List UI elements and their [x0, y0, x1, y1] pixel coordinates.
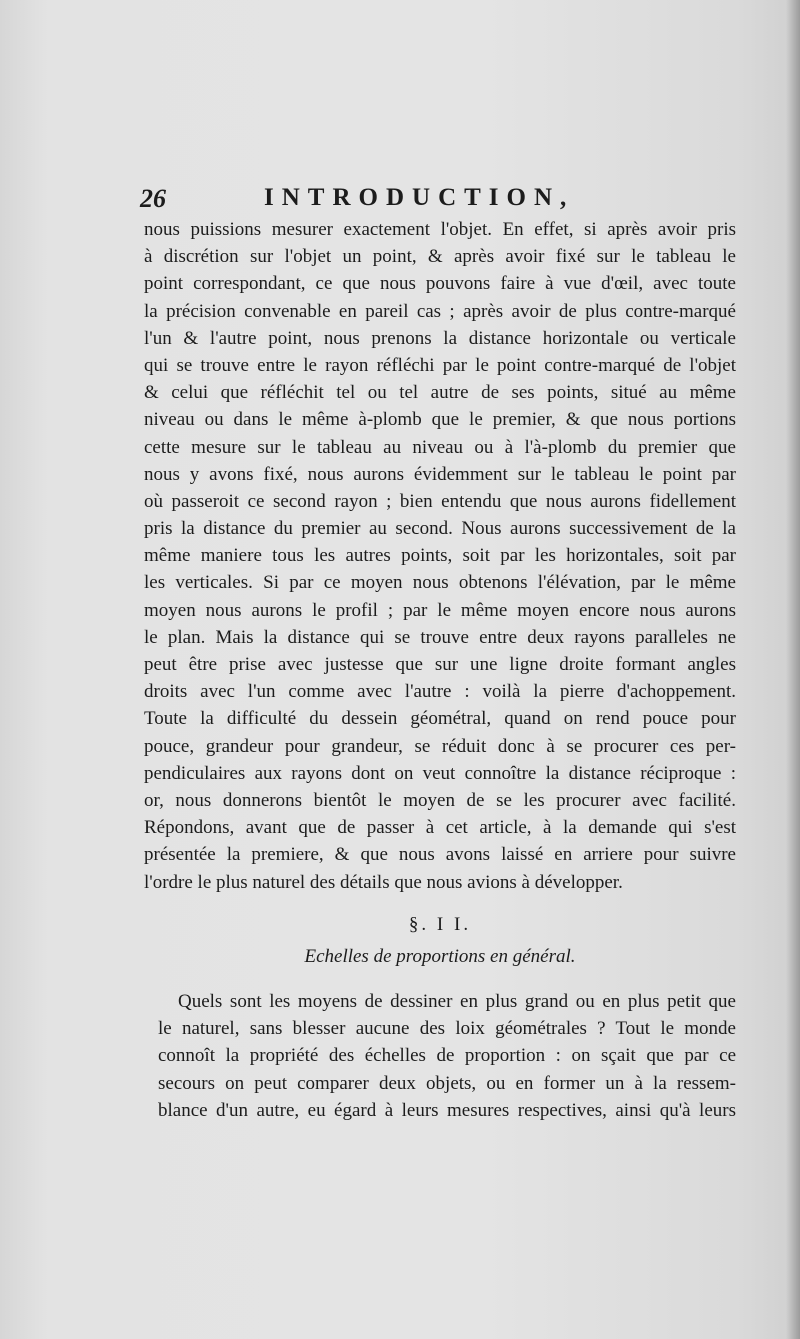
text-line: Répondons, avant que de passer à cet article, à la demande qui s'est — [144, 817, 736, 839]
text-line: connoît la propriété des échelles de proportion : on sçait que par ce — [158, 1045, 736, 1067]
text-line: niveau ou dans le même à-plomb que le premier, & que nous portions — [144, 409, 736, 431]
text-line: le plan. Mais la distance qui se trouve entre deux rayons paralleles ne — [144, 626, 736, 648]
text-line: les verticales. Si par ce moyen nous obtenons l'élévation, par le même — [144, 572, 736, 594]
text-line: pris la distance du premier au second. Nous aurons successivement de la — [144, 518, 736, 540]
text-line: point correspondant, ce que nous pouvons faire à vue d'œil, avec toute — [144, 273, 736, 295]
text-line: pendiculaires aux rayons dont on veut connoître la distance réciproque : — [144, 762, 736, 784]
text-line: secours on peut comparer deux objets, ou en former un à la ressem- — [158, 1072, 736, 1094]
text-line: Quels sont les moyens de dessiner en plus grand ou en plus petit que — [178, 991, 736, 1012]
text-line: or, nous donnerons bientôt le moyen de se les procurer avec facilité. — [144, 789, 736, 811]
text-line: présentée la premiere, & que nous avons laissé en arriere pour suivre — [144, 844, 736, 866]
text-line: l'ordre le plus naturel des détails que nous avions à développer. — [144, 871, 623, 893]
text-line: la précision convenable en pareil cas ; après avoir de plus contre-marqué — [144, 300, 736, 322]
text-line: pouce, grandeur pour grandeur, se réduit donc à se procurer ces per- — [144, 735, 736, 757]
text-line: qui se trouve entre le rayon réfléchi par le point contre-marqué de l'objet — [144, 354, 736, 376]
page-edge-shadow — [786, 0, 800, 1339]
text-line: droits avec l'un comme avec l'autre : voilà la pierre d'achoppement. — [144, 681, 736, 703]
running-title: INTRODUCTION, — [264, 184, 575, 211]
page-header — [140, 184, 740, 220]
text-line: le naturel, sans blesser aucune des loix géométrales ? Tout le monde — [158, 1018, 736, 1040]
text-line: & celui que réfléchit tel ou tel autre de ses points, situé au même — [144, 382, 736, 404]
text-line: nous puissions mesurer exactement l'objet. En effet, si après avoir pris — [144, 219, 736, 240]
body-text — [144, 216, 736, 896]
section-subheading: Echelles de proportions en général. — [304, 946, 576, 967]
text-line: cette mesure sur le tableau au niveau ou à l'à-plomb du premier que — [144, 436, 736, 458]
text-line: Toute la difficulté du dessein géométral, quand on rend pouce pour — [144, 708, 736, 730]
text-line: à discrétion sur l'objet un point, & après avoir fixé sur le tableau le — [144, 246, 736, 268]
text-line: moyen nous aurons le profil ; par le même moyen encore nous aurons — [144, 599, 736, 621]
text-line: peut être prise avec justesse que sur une ligne droite formant angles — [144, 654, 736, 675]
text-line: blance d'un autre, eu égard à leurs mesures respectives, ainsi qu'à leurs — [158, 1099, 736, 1121]
text-line: même maniere tous les autres points, soit par les horizontales, soit par — [144, 545, 736, 567]
section-body-text — [158, 988, 736, 1124]
text-line: nous y avons fixé, nous aurons évidemment sur le tableau le point par — [144, 463, 736, 485]
text-line: où passeroit ce second rayon ; bien entendu que nous aurons fidellement — [144, 490, 736, 512]
text-line: l'un & l'autre point, nous prenons la distance horizontale ou verticale — [144, 327, 736, 349]
section-heading: §. I I. — [408, 914, 472, 935]
page-number: 26 — [140, 184, 166, 213]
